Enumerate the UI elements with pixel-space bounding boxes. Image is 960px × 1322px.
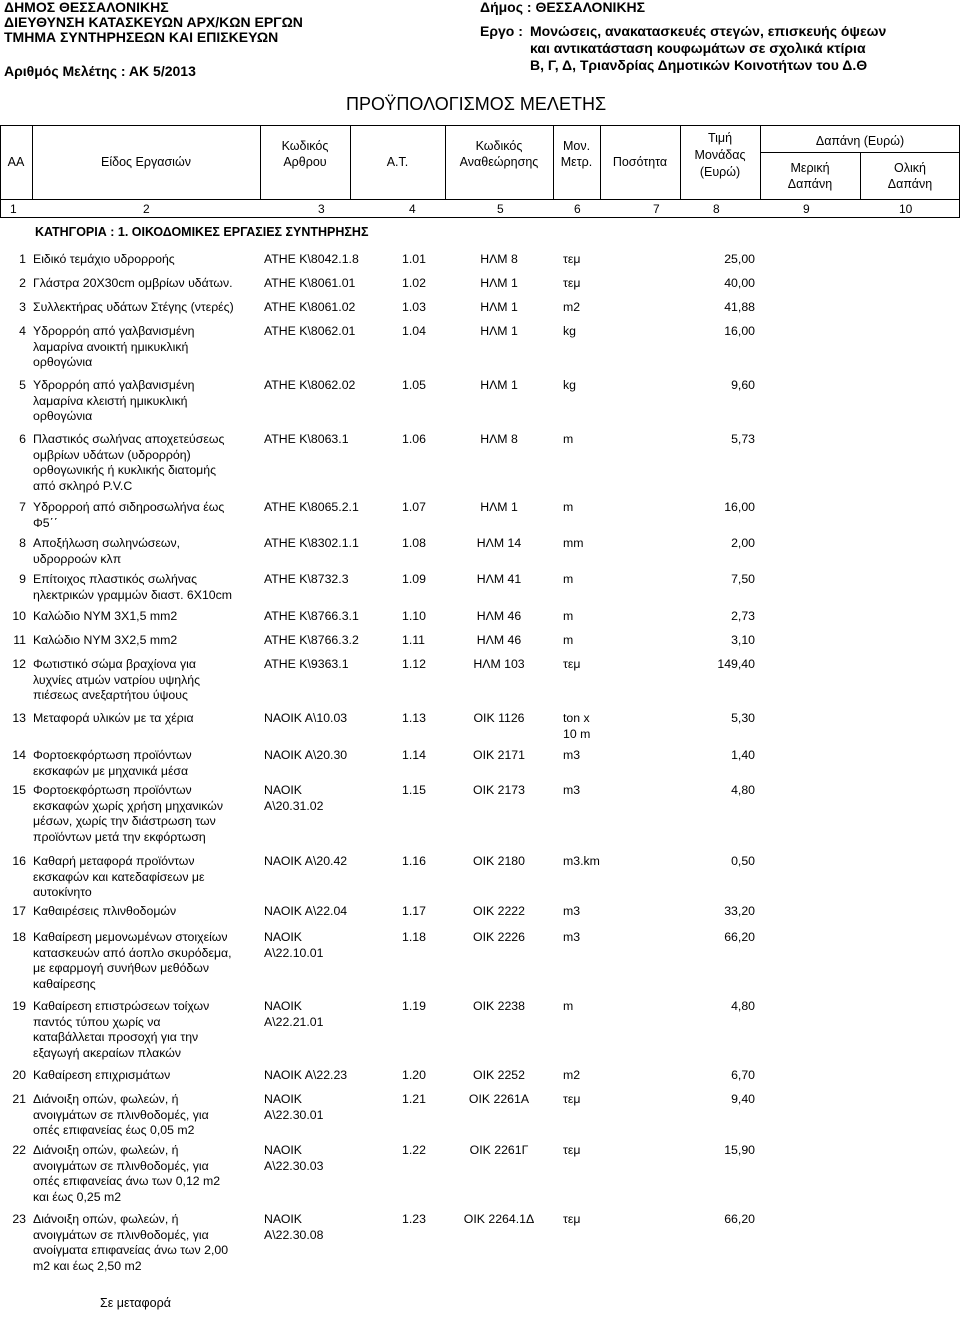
row-at: 1.13 — [402, 711, 426, 725]
col-unit-2: Μετρ. — [560, 155, 593, 169]
row-unit: kg — [563, 324, 576, 338]
row-number: 16 — [12, 854, 26, 868]
row-article-code: ΑΤΗΕ Κ\8061.01 — [264, 276, 356, 290]
row-at: 1.11 — [402, 633, 426, 647]
row-unit: m — [563, 999, 574, 1013]
col-quantity: Ποσότητα — [612, 155, 668, 169]
row-description: παντός τύπου χωρίς να — [33, 1014, 161, 1029]
row-unit: τεμ — [563, 1143, 581, 1157]
header-top-rule — [0, 125, 960, 126]
org-name: ΔΗΜΟΣ ΘΕΣΣΑΛΟΝΙΚΗΣ — [4, 0, 169, 15]
row-description: ορθογωνικής ή κυκλικής διατομής — [33, 463, 217, 477]
row-at: 1.03 — [402, 300, 426, 314]
row-unit-price: 25,00 — [724, 252, 755, 266]
row-unit: τεμ — [563, 1212, 581, 1226]
row-description: Φορτοεκφόρτωση προϊόντων — [33, 748, 192, 762]
row-revision-code: ΗΛΜ 46 — [476, 633, 522, 647]
row-number: 1 — [19, 252, 26, 266]
row-unit-price: 3,10 — [731, 633, 755, 647]
row-revision-code: ΟΙΚ 2173 — [473, 783, 525, 797]
row-number: 7 — [19, 500, 26, 514]
col-total-2: Δαπάνη — [887, 177, 933, 191]
row-article-code: ΝΑΟΙΚ — [264, 1212, 303, 1226]
row-article-code: Α\22.21.01 — [264, 1014, 324, 1029]
row-description: οπές επιφανείας έως 0,05 m2 — [33, 1123, 195, 1137]
row-revision-code: ΟΙΚ 2226 — [473, 930, 525, 944]
row-description: Καλώδιο ΝΥΜ 3Χ1,5 mm2 — [33, 609, 178, 623]
row-unit-price: 149,40 — [717, 657, 755, 671]
row-unit: ton x — [563, 711, 590, 725]
row-article-code: ΑΤΗΕ Κ\8062.01 — [264, 324, 356, 338]
row-article-code: ΝΑΟΙΚ Α\22.04 — [264, 904, 348, 918]
col-revision-code-1: Κωδικός — [475, 139, 523, 153]
row-description: Διάνοιξη οπών, φωλεών, ή — [33, 1212, 179, 1226]
row-description: Καλώδιο ΝΥΜ 3Χ2,5 mm2 — [33, 633, 178, 647]
col-revision-code-2: Αναθεώρησης — [459, 155, 539, 169]
row-unit: τεμ — [563, 1092, 581, 1106]
row-description: Πλαστικός σωλήνας αποχετεύσεως — [33, 432, 225, 446]
row-description: Καθαίρεση μεμονωμένων στοιχείων — [33, 930, 228, 944]
row-unit-price: 1,40 — [731, 748, 755, 762]
row-unit-price: 6,70 — [731, 1068, 755, 1082]
row-description: προϊόντων μετά την εκφόρτωση — [33, 829, 206, 844]
row-article-code: ΑΤΗΕ Κ\8302.1.1 — [264, 536, 359, 550]
col-work-type: Είδος Εργασιών — [101, 155, 191, 169]
row-unit-price: 40,00 — [724, 276, 755, 290]
row-at: 1.23 — [402, 1212, 426, 1226]
row-description: με εφαρμογή συνήθων μεθόδων — [33, 961, 210, 975]
municipality: Δήμος : ΘΕΣΣΑΛΟΝΙΚΗΣ — [480, 0, 646, 15]
row-unit: 10 m — [563, 726, 591, 741]
row-description: ορθογώνια — [33, 355, 93, 369]
row-unit: m3 — [563, 783, 581, 797]
row-number: 10 — [12, 609, 26, 623]
row-article-code: Α\22.10.01 — [264, 945, 324, 960]
row-description: εξαγωγή ακεραίων πλακών — [33, 1045, 181, 1060]
row-unit: m2 — [563, 300, 581, 314]
row-unit-price: 7,50 — [731, 572, 755, 586]
row-unit: m3 — [563, 930, 581, 944]
row-description: ορθογώνια — [33, 409, 93, 423]
row-unit-price: 0,50 — [731, 854, 755, 868]
row-at: 1.14 — [402, 748, 426, 762]
row-number: 18 — [12, 930, 26, 944]
row-revision-code: ΟΙΚ 2180 — [473, 854, 525, 868]
col-number: 8 — [713, 202, 720, 216]
row-unit: τεμ — [563, 657, 581, 671]
row-unit-price: 66,20 — [724, 930, 755, 944]
row-article-code: ΝΑΟΙΚ — [264, 1092, 303, 1106]
row-at: 1.02 — [402, 276, 426, 290]
row-unit-price: 2,73 — [731, 609, 755, 623]
row-number: 5 — [19, 378, 26, 392]
row-description: πιέσεως ανεξαρτήτου ύψους — [33, 688, 188, 702]
row-description: Διάνοιξη οπών, φωλεών, ή — [33, 1143, 179, 1157]
row-number: 9 — [19, 572, 26, 586]
row-description: εκσκαφών με μηχανικά μέσα — [33, 763, 189, 778]
row-description: Επίτοιχος πλαστικός σωλήνας — [33, 572, 198, 586]
row-description: Φ5΄΄ — [33, 515, 58, 530]
row-at: 1.09 — [402, 572, 426, 586]
row-at: 1.18 — [402, 930, 426, 944]
row-article-code: ΑΤΗΕ Κ\8042.1.8 — [264, 252, 359, 266]
row-article-code: ΝΑΟΙΚ — [264, 999, 303, 1013]
row-number: 2 — [19, 276, 26, 290]
row-unit: m3 — [563, 904, 581, 918]
row-description: Γλάστρα 20Χ30cm ομβρίων υδάτων. — [33, 276, 233, 290]
row-revision-code: ΟΙΚ 2238 — [473, 999, 525, 1013]
row-description: Καθαιρέσεις πλινθοδομών — [33, 904, 177, 918]
col-number: 3 — [318, 202, 325, 216]
row-unit-price: 33,20 — [724, 904, 755, 918]
row-description: λυχνίες ατμών νατρίου υψηλής — [33, 672, 201, 687]
project-label: Εργο : — [480, 23, 523, 39]
row-description: Φορτοεκφόρτωση προϊόντων — [33, 783, 192, 797]
col-number: 6 — [574, 202, 581, 216]
org-directorate: ΔΙΕΥΘΥΝΣΗ ΚΑΤΑΣΚΕΥΩΝ ΑΡΧ/ΚΩΝ ΕΡΓΩΝ — [4, 14, 303, 30]
row-number: 23 — [12, 1212, 26, 1226]
row-number: 6 — [19, 432, 26, 446]
row-unit: m3 — [563, 748, 581, 762]
row-revision-code: ΗΛΜ 1 — [480, 300, 518, 314]
col-number: 1 — [10, 202, 17, 216]
row-unit: m — [563, 500, 574, 514]
row-description: ανοιγμάτων σε πλινθοδομές, για — [33, 1107, 209, 1122]
row-article-code: Α\22.30.03 — [264, 1158, 324, 1173]
row-description: εκσκαφών και κατεδαφίσεων με — [33, 869, 205, 884]
row-revision-code: ΗΛΜ 8 — [480, 432, 518, 446]
row-revision-code: ΗΛΜ 8 — [480, 252, 518, 266]
row-unit-price: 16,00 — [724, 324, 755, 338]
row-unit: m — [563, 609, 574, 623]
col-unit-price-1: Τιμή — [707, 131, 733, 145]
row-revision-code: ΟΙΚ 2252 — [473, 1068, 525, 1082]
row-article-code: ΝΑΟΙΚ — [264, 930, 303, 944]
row-article-code: ΝΑΟΙΚ Α\10.03 — [264, 711, 348, 725]
row-number: 13 — [12, 711, 26, 725]
row-number: 8 — [19, 536, 26, 550]
numbers-bottom-rule — [0, 217, 960, 218]
row-unit-price: 9,40 — [731, 1092, 755, 1106]
row-unit: τεμ — [563, 276, 581, 290]
row-revision-code: ΟΙΚ 2264.1Δ — [463, 1212, 535, 1226]
row-article-code: ΑΤΗΕ Κ\9363.1 — [264, 657, 349, 671]
col-number: 9 — [803, 202, 810, 216]
carry-forward-label: Σε μεταφορά — [100, 1296, 171, 1310]
col-expense: Δαπάνη (Ευρώ) — [815, 134, 905, 148]
row-number: 14 — [12, 748, 26, 762]
row-unit-price: 5,73 — [731, 432, 755, 446]
row-number: 15 — [12, 783, 26, 797]
col-at: Α.Τ. — [386, 155, 409, 169]
row-unit-price: 2,00 — [731, 536, 755, 550]
row-description: λαμαρίνα κλειστή ημικυκλική — [33, 393, 188, 408]
row-article-code: ΝΑΟΙΚ Α\22.23 — [264, 1068, 348, 1082]
col-aa: ΑΑ — [7, 155, 25, 169]
row-at: 1.04 — [402, 324, 426, 338]
project-line-3: Β, Γ, Δ, Τριανδρίας Δημοτικών Κοινοτήτων του Δ.Θ — [530, 57, 868, 73]
row-description: από σκληρό P.V.C — [33, 478, 133, 493]
row-revision-code: ΗΛΜ 1 — [480, 378, 518, 392]
study-number: Αριθμός Μελέτης : ΑΚ 5/2013 — [4, 63, 196, 79]
col-number: 10 — [899, 202, 913, 216]
row-unit-price: 66,20 — [724, 1212, 755, 1226]
row-unit-price: 16,00 — [724, 500, 755, 514]
row-description: Υδρορρόη από γαλβανισμένη — [33, 378, 195, 392]
category-title: ΚΑΤΗΓΟΡΙΑ : 1. ΟΙΚΟΔΟΜΙΚΕΣ ΕΡΓΑΣΙΕΣ ΣΥΝΤΗΡΗΣΗΣ — [35, 225, 369, 239]
col-unit-1: Μον. — [562, 139, 591, 153]
row-at: 1.19 — [402, 999, 426, 1013]
row-number: 20 — [12, 1068, 26, 1082]
row-revision-code: ΟΙΚ 2261Α — [468, 1092, 530, 1106]
row-number: 11 — [13, 633, 26, 647]
col-partial-1: Μερική — [790, 161, 830, 175]
row-description: ανοιγμάτων σε πλινθοδομές, για — [33, 1227, 209, 1242]
row-revision-code: ΟΙΚ 2171 — [473, 748, 525, 762]
col-number: 7 — [653, 202, 660, 216]
row-description: αυτοκίνητο — [33, 885, 92, 899]
row-article-code: Α\20.31.02 — [264, 798, 324, 813]
row-revision-code: ΗΛΜ 14 — [476, 536, 522, 550]
col-rule — [0, 125, 1, 218]
row-description: Μεταφορά υλικών με τα χέρια — [33, 711, 194, 725]
row-at: 1.21 — [402, 1092, 426, 1106]
row-unit: mm — [563, 536, 584, 550]
row-article-code: Α\22.30.01 — [264, 1107, 324, 1122]
row-description: οπές επιφανείας άνω των 0,12 m2 — [33, 1174, 221, 1188]
row-revision-code: ΟΙΚ 1126 — [473, 711, 525, 725]
row-description: ανοιγμάτων σε πλινθοδομές, για — [33, 1158, 209, 1173]
row-description: μέσων, χωρίς την διάστρωση των — [33, 814, 216, 828]
org-department: ΤΜΗΜΑ ΣΥΝΤΗΡΗΣΕΩΝ ΚΑΙ ΕΠΙΣΚΕΥΩΝ — [4, 29, 279, 45]
row-description: Καθαρή μεταφορά προϊόντων — [33, 854, 195, 868]
row-at: 1.16 — [402, 854, 426, 868]
row-description: ηλεκτρικών γραμμών διαστ. 6Χ10cm — [33, 587, 233, 602]
row-at: 1.12 — [402, 657, 426, 671]
row-article-code: ΑΤΗΕ Κ\8766.3.1 — [264, 609, 359, 623]
row-number: 21 — [12, 1092, 26, 1106]
row-unit-price: 5,30 — [731, 711, 755, 725]
row-at: 1.01 — [402, 252, 426, 266]
row-at: 1.05 — [402, 378, 426, 392]
row-article-code: ΑΤΗΕ Κ\8063.1 — [264, 432, 349, 446]
row-description: καταβάλλεται προσοχή για την — [33, 1030, 199, 1044]
row-at: 1.17 — [402, 904, 426, 918]
col-unit-price-2: Μονάδας — [694, 148, 746, 162]
row-at: 1.08 — [402, 536, 426, 550]
col-total-1: Ολική — [894, 161, 926, 175]
page-title: ΠΡΟΫΠΟΛΟΓΙΣΜΟΣ ΜΕΛΕΤΗΣ — [346, 94, 607, 114]
row-description: και έως 0,25 m2 — [33, 1189, 122, 1204]
project-line-1: Μονώσεις, ανακατασκευές στεγών, επισκευής όψεων — [530, 23, 887, 39]
row-at: 1.22 — [402, 1143, 426, 1157]
row-description: Αποξήλωση σωληνώσεων, — [33, 536, 181, 550]
row-article-code: ΝΑΟΙΚ — [264, 783, 303, 797]
row-description: Συλλεκτήρας υδάτων Στέγης (ντερές) — [33, 300, 234, 314]
col-number: 4 — [409, 202, 416, 216]
row-article-code: ΑΤΗΕ Κ\8732.3 — [264, 572, 349, 586]
row-unit-price: 41,88 — [724, 300, 755, 314]
col-unit-price-3: (Ευρώ) — [699, 165, 741, 179]
row-at: 1.07 — [402, 500, 426, 514]
row-revision-code: ΗΛΜ 1 — [480, 500, 518, 514]
row-at: 1.10 — [402, 609, 426, 623]
row-number: 19 — [12, 999, 26, 1013]
col-article-code-2: Αρθρου — [283, 155, 327, 169]
row-unit: kg — [563, 378, 576, 392]
project-line-2: και αντικατάσταση κουφωμάτων σε σχολικά κτίρια — [530, 40, 866, 56]
row-article-code: ΑΤΗΕ Κ\8061.02 — [264, 300, 356, 314]
header-bottom-rule — [0, 199, 960, 200]
row-unit-price: 15,90 — [724, 1143, 755, 1157]
row-unit: m — [563, 432, 574, 446]
row-unit: m — [563, 633, 574, 647]
row-unit: m2 — [563, 1068, 581, 1082]
row-number: 3 — [19, 300, 26, 314]
row-description: m2 και έως 2,50 m2 — [33, 1258, 142, 1273]
row-description: εκσκαφών χωρίς χρήση μηχανικών — [33, 798, 224, 813]
row-description: Διάνοιξη οπών, φωλεών, ή — [33, 1092, 179, 1106]
row-number: 4 — [19, 324, 26, 338]
row-article-code: ΝΑΟΙΚ — [264, 1143, 303, 1157]
row-description: Καθαίρεση επιστρώσεων τοίχων — [33, 999, 210, 1013]
row-revision-code: ΟΙΚ 2222 — [473, 904, 525, 918]
row-number: 17 — [12, 904, 26, 918]
row-at: 1.20 — [402, 1068, 426, 1082]
row-description: Καθαίρεση επιχρισμάτων — [33, 1068, 171, 1082]
row-article-code: ΑΤΗΕ Κ\8062.02 — [264, 378, 356, 392]
row-description: καθαίρεσης — [33, 976, 96, 991]
row-unit: m — [563, 572, 574, 586]
row-at: 1.15 — [402, 783, 426, 797]
row-unit: τεμ — [563, 252, 581, 266]
row-revision-code: ΟΙΚ 2261Γ — [469, 1143, 529, 1157]
row-article-code: ΑΤΗΕ Κ\8065.2.1 — [264, 500, 359, 514]
row-revision-code: ΗΛΜ 103 — [473, 657, 525, 671]
col-number: 2 — [143, 202, 150, 216]
row-revision-code: ΗΛΜ 41 — [476, 572, 522, 586]
row-unit-price: 4,80 — [731, 783, 755, 797]
row-number: 22 — [12, 1143, 26, 1157]
row-description: κατασκευών από άοπλο σκυρόδεμα, — [33, 945, 232, 960]
col-partial-2: Δαπάνη — [787, 177, 833, 191]
row-description: Υδρορροή από σιδηροσωλήνα έως — [33, 500, 225, 514]
row-revision-code: ΗΛΜ 46 — [476, 609, 522, 623]
row-description: Φωτιστικό σώμα βραχίονα για — [33, 657, 196, 671]
row-description: λαμαρίνα ανοικτή ημικυκλική — [33, 339, 189, 354]
row-article-code: ΑΤΗΕ Κ\8766.3.2 — [264, 633, 359, 647]
row-unit-price: 4,80 — [731, 999, 755, 1013]
row-description: Υδρορρόη από γαλβανισμένη — [33, 324, 195, 338]
row-description: υδρορροών κλπ — [33, 551, 122, 566]
row-number: 12 — [12, 657, 26, 671]
row-article-code: Α\22.30.08 — [264, 1227, 324, 1242]
row-description: ανοίγματα επιφανείας άνω των 2,00 — [33, 1243, 229, 1257]
row-revision-code: ΗΛΜ 1 — [480, 324, 518, 338]
row-unit-price: 9,60 — [731, 378, 755, 392]
row-article-code: ΝΑΟΙΚ Α\20.30 — [264, 748, 348, 762]
row-unit: m3.km — [563, 854, 600, 868]
row-description: Ειδικό τεμάχιο υδρορροής — [33, 252, 175, 266]
row-article-code: ΝΑΟΙΚ Α\20.42 — [264, 854, 348, 868]
col-article-code-1: Κωδικός — [281, 139, 329, 153]
row-description: ομβρίων υδάτων (υδρορρόη) — [33, 447, 191, 462]
col-number: 5 — [497, 202, 504, 216]
row-at: 1.06 — [402, 432, 426, 446]
row-revision-code: ΗΛΜ 1 — [480, 276, 518, 290]
